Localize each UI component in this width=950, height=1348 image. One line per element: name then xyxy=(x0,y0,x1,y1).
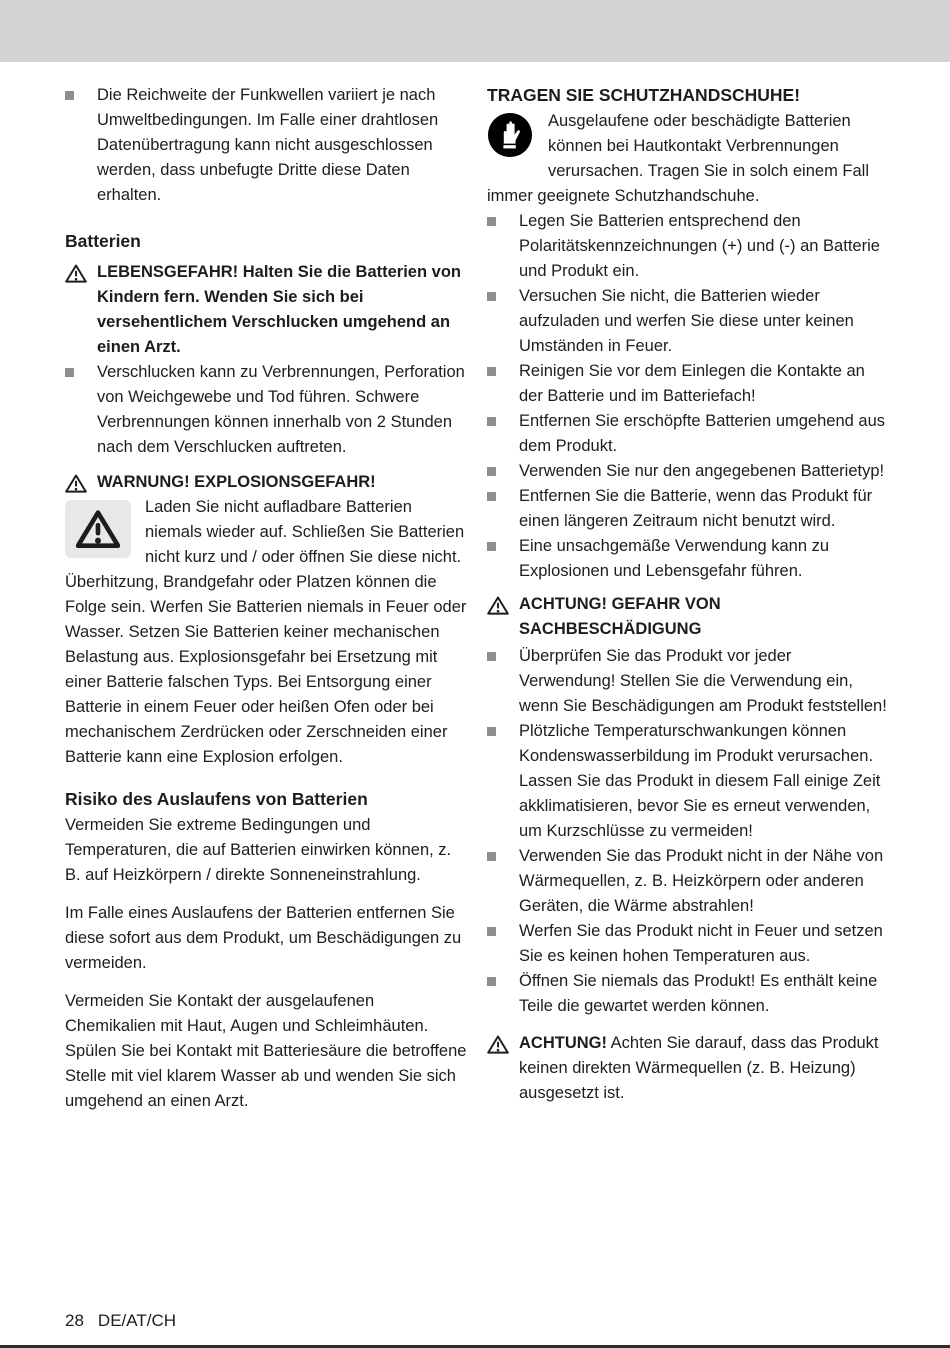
list-item xyxy=(487,484,889,534)
hazard-pictogram-box xyxy=(65,500,131,558)
bullet-square-icon xyxy=(487,727,496,736)
warning-text xyxy=(519,1031,889,1106)
explosion-warning-heading xyxy=(65,470,467,495)
warning-triangle-icon xyxy=(65,473,87,494)
bullet-square-icon xyxy=(487,492,496,501)
warning-triangle-icon xyxy=(65,263,87,284)
bullet-square-icon xyxy=(487,367,496,376)
list-item xyxy=(487,359,889,409)
footer-region: DE/AT/CH xyxy=(97,1311,176,1330)
bullet-square-icon xyxy=(487,542,496,551)
list-item-text: Verschlucken kann zu Verbrennungen, Perforation von Weichgewebe und Tod führen. Schwere Verbrennungen können innerhalb von 2 Stunden nach dem Verschlucken auftreten. xyxy=(97,363,465,456)
leak-paragraph: Vermeiden Sie Kontakt der ausgelaufenen Chemikalien mit Haut, Augen und Schleimhäuten. Spülen Sie bei Kontakt mit Batteriesäure die betroffene Stelle mit viel klarem Wasser ab und wenden Sie sich umgehend an einen Arzt. xyxy=(65,992,467,1110)
bullet-square-icon xyxy=(487,217,496,226)
final-attention-note xyxy=(487,1031,889,1106)
list-item xyxy=(487,919,889,969)
bullet-square-icon xyxy=(65,368,74,377)
bullet-square-icon xyxy=(487,977,496,986)
warning-triangle-icon xyxy=(76,509,120,549)
list-item xyxy=(65,360,467,460)
warning-heading-text: ACHTUNG! GEFAHR VON SACHBESCHÄDIGUNG xyxy=(519,595,721,638)
warning-text: LEBENSGEFAHR! Halten Sie die Batterien von Kindern fern. Wenden Sie sich bei versehentlichem Verschlucken umgehend an einen Arzt. xyxy=(97,263,461,356)
bullet-square-icon xyxy=(487,467,496,476)
leak-paragraph: Vermeiden Sie extreme Bedingungen und Temperaturen, die auf Batterien einwirken können, z. B. auf Heizkörpern / direkte Sonneneinstrahlung. xyxy=(65,816,452,884)
page-number: 28 xyxy=(65,1311,84,1330)
list-item xyxy=(487,644,889,719)
list-item xyxy=(487,409,889,459)
warning-triangle-icon xyxy=(487,595,509,616)
list-item-text: Die Reichweite der Funkwellen variiert je nach Umweltbedingungen. Im Falle einer drahtlosen Datenübertragung kann nicht ausgeschlossen werden, dass unbefugte Dritte diese Daten erhalten. xyxy=(97,86,439,204)
list-item xyxy=(487,534,889,584)
lebensgefahr-warning xyxy=(65,260,467,360)
list-item-text: Versuchen Sie nicht, die Batterien wieder aufzuladen und werfen Sie diese unter keinen Umständen in Feuer. xyxy=(519,287,854,355)
gloves-heading: TRAGEN SIE SCHUTZHANDSCHUHE! xyxy=(487,85,801,105)
list-item-text: Öffnen Sie niemals das Produkt! Es enthält keine Teile die gewartet werden können. xyxy=(519,972,878,1015)
warning-triangle-icon xyxy=(487,1034,509,1055)
list-item-text: Entfernen Sie erschöpfte Batterien umgehend aus dem Produkt. xyxy=(519,412,885,455)
list-item xyxy=(487,209,889,284)
gloves-notice xyxy=(487,109,889,209)
list-item-text: Verwenden Sie das Produkt nicht in der Nähe von Wärmequellen, z. B. Heizkörpern oder anderen Geräten, die Wärme abstrahlen! xyxy=(519,847,884,915)
protective-gloves-icon xyxy=(487,112,533,158)
list-item xyxy=(487,284,889,359)
bullet-square-icon xyxy=(65,91,74,100)
leak-paragraph: Im Falle eines Auslaufens der Batterien entfernen Sie diese sofort aus dem Produkt, um Beschädigungen zu vermeiden. xyxy=(65,904,462,972)
list-item xyxy=(65,83,467,208)
leak-risk-heading: Risiko des Auslaufens von Batterien xyxy=(65,789,368,809)
bullet-square-icon xyxy=(487,417,496,426)
bullet-square-icon xyxy=(487,852,496,861)
list-item-text: Verwenden Sie nur den angegebenen Batterietyp! xyxy=(519,462,885,480)
list-item-text: Reinigen Sie vor dem Einlegen die Kontakte an der Batterie und im Batteriefach! xyxy=(519,362,865,405)
list-item-text: Legen Sie Batterien entsprechend den Polaritätskennzeichnungen (+) und (-) an Batterie und Produkt ein. xyxy=(519,212,880,280)
explosion-warning-body xyxy=(65,495,467,770)
page-top-band xyxy=(0,0,950,62)
batteries-heading: Batterien xyxy=(65,231,141,251)
bullet-square-icon xyxy=(487,927,496,936)
list-item-text: Überprüfen Sie das Produkt vor jeder Verwendung! Stellen Sie die Verwendung ein, wenn Sie Beschädigungen am Produkt feststellen! xyxy=(519,647,887,715)
list-item xyxy=(487,844,889,919)
bullet-square-icon xyxy=(487,652,496,661)
page-footer xyxy=(65,1308,176,1333)
list-item-text: Werfen Sie das Produkt nicht in Feuer und setzen Sie es keinen hohen Temperaturen aus. xyxy=(519,922,883,965)
list-item-text: Eine unsachgemäße Verwendung kann zu Explosionen und Lebensgefahr führen. xyxy=(519,537,830,580)
explosion-warning-text: Laden Sie nicht aufladbare Batterien niemals wieder auf. Schließen Sie Batterien nicht kurz und / oder öffnen Sie diese nicht. Überhitzung, Brandgefahr oder Platzen können die Folge sein. Werfen Sie Batterien niemals in Feuer oder Wasser. Setzen Sie Batterien keiner mechanischen Belastung aus. Explosionsgefahr bei Ersetzung mit einer Batterie falschen Typs. Bei Entsorgung einer Batterie in einem Feuer oder heißen Ofen oder bei mechanischem Zerdrücken oder Zerschneiden einer Batterie kann eine Explosion erfolgen. xyxy=(65,498,467,766)
warning-label: ACHTUNG! xyxy=(519,1034,607,1052)
right-column xyxy=(487,83,889,1106)
list-item xyxy=(487,459,889,484)
left-column xyxy=(65,83,467,1114)
list-item xyxy=(487,969,889,1019)
list-item-text: Plötzliche Temperaturschwankungen können Kondenswasserbildung im Produkt verursachen. Lassen Sie das Produkt in diesem Fall einige Zeit akklimatisieren, bevor Sie es erneut verwenden, um Kurzschlüsse zu vermeiden! xyxy=(519,722,881,840)
property-damage-warning-heading xyxy=(487,592,889,642)
bullet-square-icon xyxy=(487,292,496,301)
list-item xyxy=(487,719,889,844)
warning-body: Achten Sie darauf, dass das Produkt keinen direkten Wärmequellen (z. B. Heizung) ausgesetzt ist. xyxy=(519,1034,879,1102)
warning-heading-text: WARNUNG! EXPLOSIONSGEFAHR! xyxy=(97,473,376,491)
list-item-text: Entfernen Sie die Batterie, wenn das Produkt für einen längeren Zeitraum nicht benutzt wird. xyxy=(519,487,873,530)
gloves-text: Ausgelaufene oder beschädigte Batterien können bei Hautkontakt Verbrennungen verursachen. Tragen Sie in solch einem Fall immer geeignete Schutzhandschuhe. xyxy=(487,112,869,205)
